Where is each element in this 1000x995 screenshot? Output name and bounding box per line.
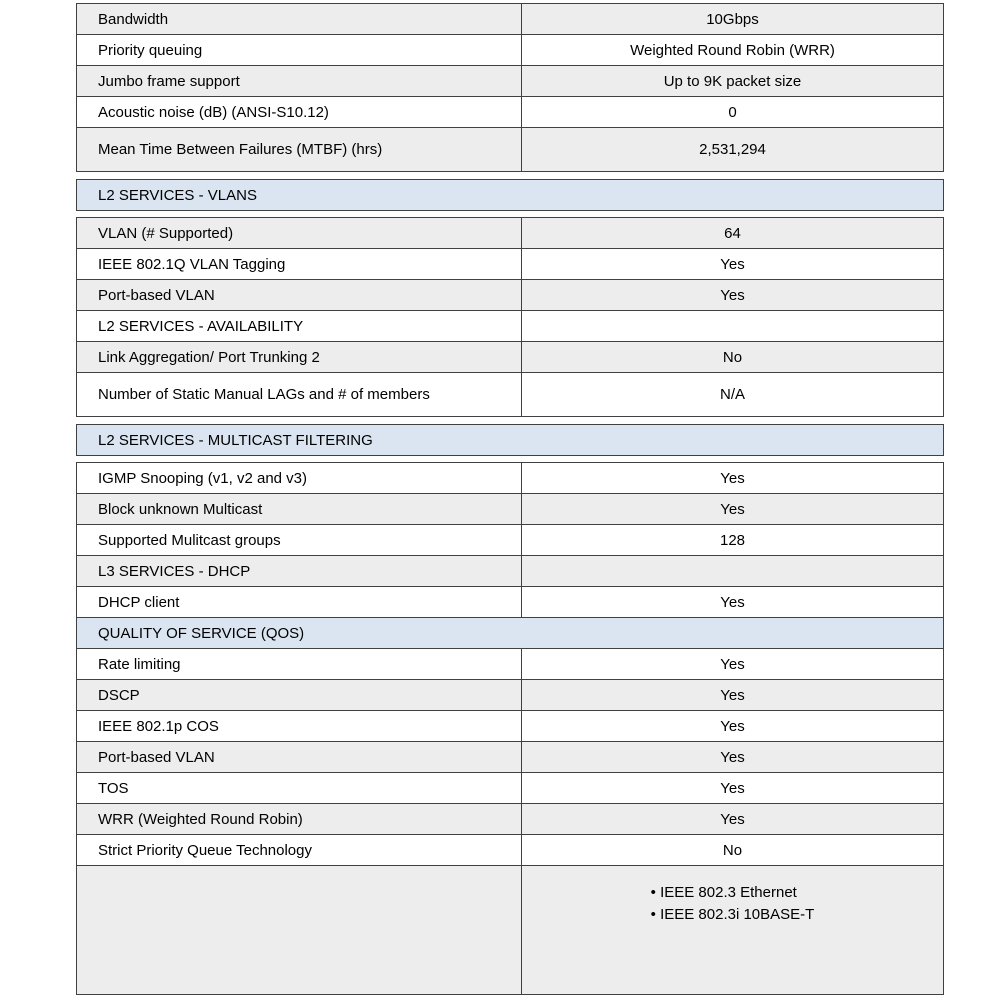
spec-value-cell: Yes bbox=[720, 469, 745, 487]
spec-value-cell: Yes bbox=[720, 779, 745, 797]
table-row bbox=[76, 772, 944, 804]
spec-label-cell: IGMP Snooping (v1, v2 and v3) bbox=[77, 463, 522, 493]
table-row bbox=[76, 586, 944, 618]
spec-label-cell: Mean Time Between Failures (MTBF) (hrs) bbox=[77, 128, 522, 171]
spec-value-cell: Up to 9K packet size bbox=[663, 72, 802, 90]
spec-value-cell: Yes bbox=[720, 748, 745, 766]
spec-label-cell: Link Aggregation/ Port Trunking 2 bbox=[77, 342, 522, 372]
spec-label-cell: TOS bbox=[77, 773, 522, 803]
spec-label-cell: Rate limiting bbox=[77, 649, 522, 679]
table-row bbox=[76, 372, 944, 417]
spec-label-cell: DHCP client bbox=[77, 587, 522, 617]
spec-label-cell: DSCP bbox=[77, 680, 522, 710]
spec-value-cell: Yes bbox=[720, 593, 745, 611]
table-row bbox=[76, 555, 944, 587]
spec-label-cell bbox=[77, 866, 522, 994]
spec-label-cell: Bandwidth bbox=[77, 4, 522, 34]
spec-value-cell bbox=[522, 866, 943, 994]
table-row bbox=[76, 865, 944, 995]
spec-table bbox=[76, 4, 944, 995]
spec-value-cell: No bbox=[722, 348, 743, 366]
spec-label-cell: Jumbo frame support bbox=[77, 66, 522, 96]
spec-label-cell: L2 SERVICES - AVAILABILITY bbox=[77, 311, 522, 341]
standards-list-item: • IEEE 802.3 Ethernet bbox=[650, 884, 797, 901]
spec-label-cell: Supported Mulitcast groups bbox=[77, 525, 522, 555]
spec-label-cell: Priority queuing bbox=[77, 35, 522, 65]
standards-list bbox=[651, 882, 815, 926]
spec-label-cell: Acoustic noise (dB) (ANSI-S10.12) bbox=[77, 97, 522, 127]
spec-value-cell: Yes bbox=[720, 717, 745, 735]
spec-value-cell bbox=[522, 311, 943, 341]
table-row bbox=[76, 65, 944, 97]
spec-value-cell: Weighted Round Robin (WRR) bbox=[630, 41, 835, 59]
section-header-row bbox=[76, 617, 944, 649]
spec-label-cell: Strict Priority Queue Technology bbox=[77, 835, 522, 865]
spec-value-cell: Yes bbox=[720, 286, 745, 304]
spec-value-cell: Yes bbox=[720, 810, 745, 828]
table-row bbox=[76, 524, 944, 556]
table-row bbox=[76, 310, 944, 342]
spec-label-cell: WRR (Weighted Round Robin) bbox=[77, 804, 522, 834]
table-row bbox=[76, 648, 944, 680]
table-row bbox=[76, 834, 944, 866]
spec-value-cell: Yes bbox=[720, 500, 745, 518]
spec-label-cell: VLAN (# Supported) bbox=[77, 218, 522, 248]
spec-label-cell: Block unknown Multicast bbox=[77, 494, 522, 524]
spec-value-cell: Yes bbox=[720, 255, 745, 273]
spec-value-cell: 10Gbps bbox=[706, 10, 759, 28]
table-row bbox=[76, 462, 944, 494]
table-row bbox=[76, 96, 944, 128]
spec-value-cell: 2,531,294 bbox=[699, 141, 766, 158]
table-row bbox=[76, 248, 944, 280]
table-row bbox=[76, 217, 944, 249]
spec-label-cell: IEEE 802.1Q VLAN Tagging bbox=[77, 249, 522, 279]
spec-value-cell: 64 bbox=[724, 224, 741, 242]
spec-label-cell: Port-based VLAN bbox=[77, 742, 522, 772]
spec-value-cell: 0 bbox=[728, 103, 737, 121]
spec-value-cell: Yes bbox=[720, 686, 745, 704]
table-row bbox=[76, 3, 944, 35]
spec-value-cell: 128 bbox=[719, 531, 746, 549]
table-row bbox=[76, 710, 944, 742]
spec-value-cell bbox=[522, 556, 943, 586]
table-row bbox=[76, 34, 944, 66]
table-row bbox=[76, 127, 944, 172]
table-row bbox=[76, 341, 944, 373]
spec-value-cell: No bbox=[722, 841, 743, 859]
table-row bbox=[76, 679, 944, 711]
section-title: QUALITY OF SERVICE (QOS) bbox=[98, 624, 305, 642]
spec-label-cell: L3 SERVICES - DHCP bbox=[77, 556, 522, 586]
section-title: L2 SERVICES - VLANS bbox=[98, 186, 257, 204]
spec-label-cell: Number of Static Manual LAGs and # of members bbox=[77, 373, 522, 416]
section-header-row bbox=[76, 424, 944, 456]
spec-value-cell: Yes bbox=[720, 655, 745, 673]
table-row bbox=[76, 803, 944, 835]
spec-label-cell: Port-based VLAN bbox=[77, 280, 522, 310]
standards-list-item: • IEEE 802.3i 10BASE-T bbox=[650, 906, 815, 923]
section-title: L2 SERVICES - MULTICAST FILTERING bbox=[98, 431, 373, 449]
spec-label-cell: IEEE 802.1p COS bbox=[77, 711, 522, 741]
table-row bbox=[76, 741, 944, 773]
section-header-row bbox=[76, 179, 944, 211]
table-row bbox=[76, 279, 944, 311]
table-row bbox=[76, 493, 944, 525]
spec-value-cell: N/A bbox=[719, 386, 745, 403]
